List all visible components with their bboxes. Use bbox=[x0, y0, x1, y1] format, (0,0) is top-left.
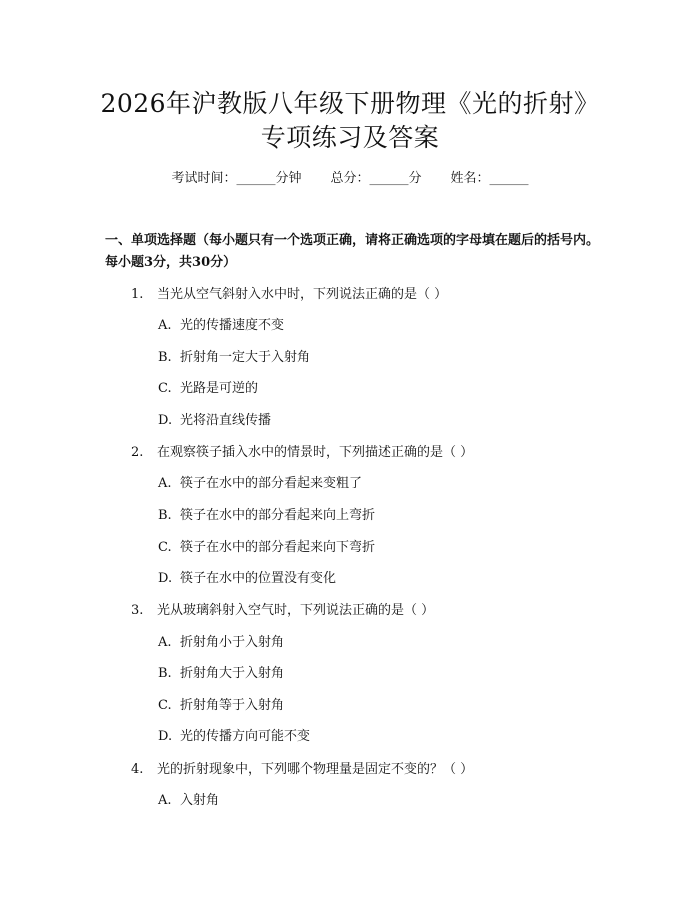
option-text: 折射角等于入射角 bbox=[180, 698, 285, 713]
exam-total-score: 总分：______分 bbox=[330, 171, 422, 186]
option-letter: D. bbox=[158, 571, 173, 586]
option-text: 筷子在水中的位置没有变化 bbox=[180, 571, 337, 586]
question-text: 光从玻璃斜射入空气时，下列说法正确的是（ ） bbox=[157, 603, 435, 618]
document-title-line-2: 专项练习及答案 bbox=[260, 123, 440, 152]
question-1-option-c bbox=[158, 377, 258, 396]
question-3-option-d bbox=[158, 725, 310, 744]
question-2-option-d bbox=[158, 567, 336, 586]
question-number: 4. bbox=[131, 762, 144, 777]
option-text: 光的传播速度不变 bbox=[180, 318, 285, 333]
question-4 bbox=[131, 758, 473, 777]
option-text: 筷子在水中的部分看起来向下弯折 bbox=[180, 540, 376, 555]
option-text: 折射角一定大于入射角 bbox=[180, 350, 311, 365]
question-3-option-b bbox=[158, 662, 284, 681]
option-letter: A. bbox=[158, 793, 172, 808]
option-letter: B. bbox=[158, 666, 172, 681]
document-title-line-1: 2026年沪教版八年级下册物理《光的折射》 bbox=[100, 89, 600, 118]
exam-meta bbox=[0, 167, 700, 186]
question-4-option-a bbox=[158, 789, 219, 808]
question-text: 在观察筷子插入水中的情景时，下列描述正确的是（ ） bbox=[157, 445, 474, 460]
question-1 bbox=[131, 283, 447, 302]
option-text: 入射角 bbox=[180, 793, 220, 808]
option-text: 筷子在水中的部分看起来变粗了 bbox=[180, 476, 363, 491]
option-letter: B. bbox=[158, 350, 172, 365]
question-2-option-b bbox=[158, 504, 375, 523]
exam-time: 考试时间：______分钟 bbox=[171, 171, 302, 186]
option-text: 光路是可逆的 bbox=[180, 381, 259, 396]
option-letter: A. bbox=[158, 476, 172, 491]
option-letter: D. bbox=[158, 413, 173, 428]
question-number: 3. bbox=[131, 603, 144, 618]
question-2 bbox=[131, 441, 473, 460]
option-letter: D. bbox=[158, 729, 173, 744]
option-text: 光将沿直线传播 bbox=[180, 413, 272, 428]
question-3-option-a bbox=[158, 631, 284, 650]
option-text: 折射角大于入射角 bbox=[180, 666, 285, 681]
question-1-option-a bbox=[158, 314, 284, 333]
exam-student-name: 姓名：______ bbox=[450, 171, 529, 186]
question-number: 2. bbox=[131, 445, 144, 460]
question-2-option-c bbox=[158, 536, 375, 555]
question-number: 1. bbox=[131, 287, 144, 302]
question-2-option-a bbox=[158, 472, 362, 491]
option-letter: A. bbox=[158, 635, 172, 650]
question-3-option-c bbox=[158, 694, 284, 713]
option-letter: A. bbox=[158, 318, 172, 333]
option-text: 光的传播方向可能不变 bbox=[180, 729, 311, 744]
question-text: 光的折射现象中，下列哪个物理量是固定不变的？（ ） bbox=[157, 762, 474, 777]
question-text: 当光从空气斜射入水中时，下列说法正确的是（ ） bbox=[157, 287, 448, 302]
question-1-option-b bbox=[158, 346, 310, 365]
question-1-option-d bbox=[158, 409, 271, 428]
option-letter: C. bbox=[158, 540, 172, 555]
question-3 bbox=[131, 599, 434, 618]
option-letter: C. bbox=[158, 698, 172, 713]
option-letter: C. bbox=[158, 381, 172, 396]
option-letter: B. bbox=[158, 508, 172, 523]
option-text: 筷子在水中的部分看起来向上弯折 bbox=[180, 508, 376, 523]
option-text: 折射角小于入射角 bbox=[180, 635, 285, 650]
section-heading-single-choice: 一、单项选择题（每小题只有一个选项正确，请将正确选项的字母填在题后的括号内。每小题3分，共30分） bbox=[105, 233, 600, 270]
